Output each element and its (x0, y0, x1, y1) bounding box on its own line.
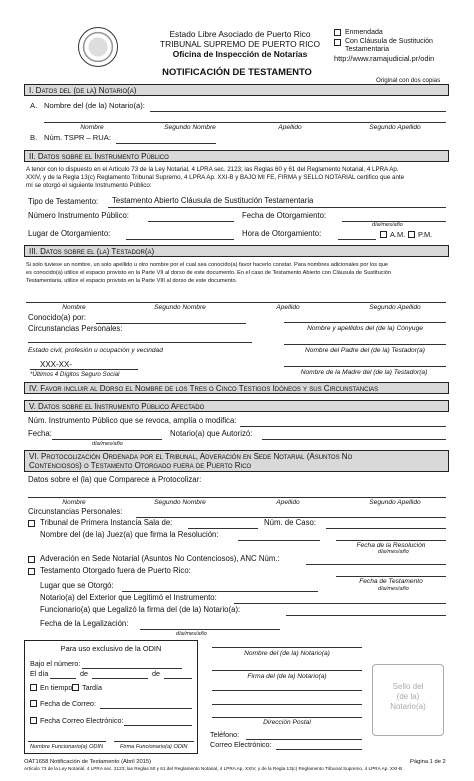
tardia-label: Tardía (82, 683, 102, 692)
padre-caption: Nombre del Padre del (de la) Testador(a) (305, 347, 425, 354)
conyuge-field[interactable] (284, 322, 446, 323)
mes-field[interactable] (92, 678, 148, 679)
cap-apellido: Apellido (278, 124, 302, 131)
madre-caption: Nombre de la Madre del (de la) Testador(a) (300, 369, 428, 376)
header-line2: TRIBUNAL SUPREMO DE PUERTO RICO (160, 39, 320, 49)
hora-otorgamiento-label: Hora de Otorgamiento: (242, 229, 322, 238)
cap-nombre: Nombre (80, 124, 104, 131)
estado-civil-caption: Estado civil, profesión u ocupación y vecindad (28, 347, 163, 354)
tspr-rua-field[interactable] (116, 143, 216, 144)
sustitucion-checkbox[interactable] (334, 39, 341, 46)
fecha-correo-label: Fecha de Correo: (40, 699, 96, 708)
s6-cap-apellido: Apellido (276, 499, 300, 506)
supreme-court-seal (78, 27, 118, 67)
s3-cap-apellido: Apellido (276, 304, 300, 311)
s2-para-1: A tenor con lo dispuesto en el Artículo 73 de la Ley Notarial, 4 LPRA sec. 2123; las Reglas 60 y 61 del Reglamento Notarial, 4 LPRA Ap. (26, 166, 399, 173)
el-dia-label: El día (30, 669, 49, 678)
de-label-1: de (80, 669, 88, 678)
seal-label-2: (de la) (396, 692, 420, 701)
address-line-2[interactable] (212, 704, 362, 705)
seal-label-1: Sello del (392, 682, 424, 691)
notary-seal-label (372, 682, 444, 712)
circunstancias-field[interactable] (28, 342, 252, 343)
odin-box-title: Para uso exclusivo de la ODIN (60, 644, 162, 653)
firma-odin-caption: Firma Funcionario(a) ODIN (120, 744, 188, 750)
adveracion-label: Adveración en Sede Notarial (Asuntos No Contenciosos), ANC Núm.: (40, 554, 280, 563)
adveracion-field[interactable] (306, 564, 446, 565)
notario-exterior-label: Notario(a) del Exterior que Legitimó el Instrumento: (40, 593, 217, 602)
comparece-label: Datos sobre el (la) que Comparece a Protocolizar: (28, 475, 202, 484)
notary-signature-field[interactable] (212, 670, 362, 671)
fecha-testamento-caption: Fecha de Testamento (359, 578, 423, 585)
section-3-header: III. Datos sobre el (la) Testador(a) (24, 245, 449, 257)
s6-circunstancias-label: Circunstancias Personales: (28, 507, 123, 516)
correo-label: Correo Electrónico: (210, 740, 272, 749)
fecha-resolucion-caption: Fecha de la Resolución (356, 542, 426, 549)
fecha-correo-checkbox[interactable] (30, 700, 37, 707)
section-5-header: V. Datos sobre el Instrumento Público Afectado (24, 400, 449, 412)
ssn-note: *Últimos 4 Dígitos Seguro Social (30, 371, 120, 378)
s6-cap-segundo-apellido: Segundo Apellido (369, 499, 421, 506)
odin-url[interactable]: http://www.ramajudicial.pr/odin (334, 54, 435, 63)
bajo-numero-field[interactable] (82, 668, 182, 669)
notary-name-line[interactable] (44, 122, 446, 123)
tribunal-field[interactable] (188, 528, 258, 529)
s3-para-1: Si solo tuviese un nombre, un solo apellido u otro nombre por el cual sea conocido(a) favor hacerlo constar. Para nombres adicionales por los que (26, 262, 388, 268)
fecha-otorgamiento-label: Fecha de Otorgamiento: (242, 211, 327, 220)
enmendada-checkbox[interactable] (334, 29, 341, 36)
fecha-email-checkbox[interactable] (30, 717, 37, 724)
s5-fecha-field[interactable] (52, 439, 162, 440)
s6-cap-nombre: Nombre (62, 499, 86, 506)
header-line1: Estado Libre Asociado de Puerto Rico (169, 29, 311, 39)
lugar-otorgo-field[interactable] (122, 591, 318, 592)
original-copies-note: Original con dos copias (376, 77, 441, 84)
funcionario-legalizo-field[interactable] (286, 615, 446, 616)
fecha-correo-field[interactable] (100, 708, 192, 709)
de-label-2: de (152, 669, 160, 678)
juez-field[interactable] (238, 540, 320, 541)
direccion-postal-caption: Dirección Postal (263, 719, 311, 726)
s2-date-format: día/mes/año (372, 222, 403, 228)
s6-date-format-1: día/mes/año (378, 549, 409, 555)
lugar-otorgamiento-field[interactable] (126, 239, 234, 240)
hora-otorgamiento-field[interactable] (338, 239, 376, 240)
section-1-header: I. Datos del (de la) Notario(a) (24, 84, 449, 96)
am-label: A.M. (390, 230, 406, 239)
anio-field[interactable] (164, 678, 192, 679)
func-odin-caption: Nombre Funcionario(a) ODIN (30, 744, 104, 750)
juez-label: Nombre del (de la) Juez(a) que firma la Resolución: (40, 530, 219, 539)
s6-date-format-2: día/mes/año (378, 586, 409, 592)
footer-code: OAT1658 Notificación de Testamento (Abril 2015) (24, 759, 152, 765)
notario-exterior-field[interactable] (234, 603, 446, 604)
am-checkbox[interactable] (380, 231, 387, 238)
comparece-name-field[interactable] (28, 497, 446, 498)
num-caso-label: Núm. de Caso: (264, 518, 317, 527)
section-4-header: IV. Favor incluir al Dorso el Nombre de los Tres o Cinco Testigos Idóneos y sus Circunstancias (24, 382, 449, 394)
s3-cap-nombre: Nombre (62, 304, 86, 311)
section-2-header: II. Datos sobre el Instrumento Público (24, 150, 449, 162)
seal-label-3: Notario(a) (390, 702, 426, 711)
instrumento-afectado-field[interactable] (240, 426, 446, 427)
testador-name-field[interactable] (26, 302, 446, 303)
notary-signature-caption: Firma del (de la) Notario(a) (247, 673, 327, 680)
fecha-testamento-field[interactable] (336, 576, 446, 577)
tipo-testamento-label: Tipo de Testamento: (28, 197, 99, 206)
circunstancias-label: Circunstancias Personales: (28, 324, 123, 333)
tipo-testamento-field (108, 207, 446, 208)
form-title: NOTIFICACIÓN DE TESTAMENTO (162, 66, 312, 77)
section-6-header-line2: Contenciosos) o Testamento Otorgado fuera de Puerto Rico (29, 461, 252, 471)
header-line3: Oficina de Inspección de Notarías (172, 49, 308, 59)
telefono-label: Teléfono: (210, 730, 240, 739)
notary-name-sign-caption: Nombre del (de la) Notario(a) (244, 650, 330, 657)
enmendada-label: Enmendada (345, 29, 383, 36)
notary-name-label: Nombre del (de la) Notario(a): (44, 101, 145, 110)
sustitucion-label-2: Testamentaria (345, 46, 389, 53)
notary-name-field[interactable] (150, 111, 446, 112)
s3-para-3: Testamentaria, utilice el espacio provisto en la Parte VIII al dorso de este documento. (26, 278, 238, 284)
padre-field[interactable] (284, 344, 446, 345)
s5-date-format: día/mes/año (92, 441, 123, 447)
s6-date-format-3: día/mes/año (176, 631, 207, 637)
en-tiempo-label: En tiempo (40, 683, 73, 692)
s5-fecha-label: Fecha: (28, 429, 52, 438)
s3-cap-segundo-nombre: Segundo Nombre (154, 304, 206, 311)
notary-name-sign-field[interactable] (212, 647, 362, 648)
num-instrumento-field[interactable] (148, 221, 234, 222)
fecha-resolucion-field[interactable] (336, 540, 446, 541)
en-tiempo-checkbox[interactable] (30, 684, 37, 691)
func-odin-field[interactable] (28, 741, 106, 742)
el-dia-field[interactable] (50, 678, 76, 679)
funcionario-legalizo-label: Funcionario(a) que Legalizó la firma del (de la) Notario(a): (40, 605, 241, 614)
madre-field[interactable] (284, 366, 446, 367)
section-6-header-line1: VI. Protocolización Ordenada por el Tribunal, Adveración en Sede Notarial (Asuntos No (29, 452, 353, 461)
conocido-label: Conocido(a) por: (28, 313, 87, 322)
s6-cap-segundo-nombre: Segundo Nombre (154, 499, 206, 506)
odin-box (24, 640, 198, 754)
fecha-legalizacion-field[interactable] (140, 629, 280, 630)
address-line-1[interactable] (212, 690, 362, 691)
fuera-pr-label: Testamento Otorgado fuera de Puerto Rico: (40, 566, 191, 575)
s3-cap-segundo-apellido: Segundo Apellido (369, 304, 421, 311)
num-caso-field[interactable] (326, 528, 446, 529)
cap-segundo-nombre: Segundo Nombre (164, 124, 216, 131)
tardia-checkbox[interactable] (72, 684, 79, 691)
lugar-otorgo-label: Lugar que se Otorgó: (40, 581, 114, 590)
fecha-legalizacion-label: Fecha de la Legalización: (40, 619, 129, 628)
tribunal-label: Tribunal de Primera Instancia Sala de: (40, 518, 173, 527)
notario-autorizo-label: Notario(a) que Autorizó: (170, 429, 253, 438)
fecha-email-field[interactable] (124, 725, 192, 726)
adveracion-checkbox[interactable] (28, 556, 35, 563)
s1-b-marker: B. (30, 133, 38, 142)
sustitucion-label: Con Cláusula de Sustitución (345, 38, 433, 45)
fecha-email-label: Fecha Correo Electrónico: (40, 716, 124, 725)
s2-para-3: mí se otorgó el siguiente Instrumento Público: (26, 182, 152, 189)
s2-para-2: XXIV, y de la Regla 13(c) Reglamento Tribunal Supremo, 4 LPRA Ap. XXI-B y BAJO MI FE, FIRMA y SELLO NOTARIAL certifico que ante (26, 174, 405, 181)
address-line-3[interactable] (212, 717, 362, 718)
footer-legal: Artículo 73 de la Ley Notarial, 4 LPRA sec. 2123; las Reglas 60 y 61 del Reglamento Notarial, 4 LPRA Ap. XXIV, y de la Regla 13(c) Reglamento Tribunal Supremo, 4 LPRA Ap. XXI-B (24, 766, 403, 771)
bajo-numero-label: Bajo el número: (30, 659, 81, 668)
firma-odin-field[interactable] (114, 741, 194, 742)
notario-autorizo-field[interactable] (262, 439, 446, 440)
section-6-header (24, 450, 449, 472)
tipo-testamento-value[interactable]: Testamento Abierto Cláusula de Sustitución Testamentaria (112, 196, 314, 205)
cap-segundo-apellido: Segundo Apellido (369, 124, 421, 131)
footer-page: Página 1 de 2 (410, 759, 446, 765)
ssn-prefix: XXX-XX- (40, 360, 73, 369)
lugar-otorgamiento-label: Lugar de Otorgamiento: (28, 229, 111, 238)
conyuge-caption: Nombre y apellidos del (de la) Cónyuge (307, 325, 423, 332)
s1-a-marker: A. (30, 101, 38, 110)
pm-checkbox[interactable] (408, 231, 415, 238)
num-instrumento-label: Número Instrumento Público: (28, 211, 129, 220)
tspr-rua-label: Núm. TSPR – RUA: (44, 133, 111, 142)
s3-para-2: es conocido(a) utilice el espacio provisto en la Parte VII al dorso de este documento. En el caso de Testamento Abierto con Cláusula de Sustitución (26, 270, 391, 276)
tribunal-checkbox[interactable] (28, 520, 35, 527)
fuera-pr-checkbox[interactable] (28, 568, 35, 575)
pm-label: P.M. (418, 230, 433, 239)
ssn-field[interactable] (30, 369, 138, 370)
correo-field[interactable] (276, 749, 362, 750)
instrumento-afectado-label: Núm. Instrumento Público que se revoca, amplía o modifica: (28, 416, 237, 425)
